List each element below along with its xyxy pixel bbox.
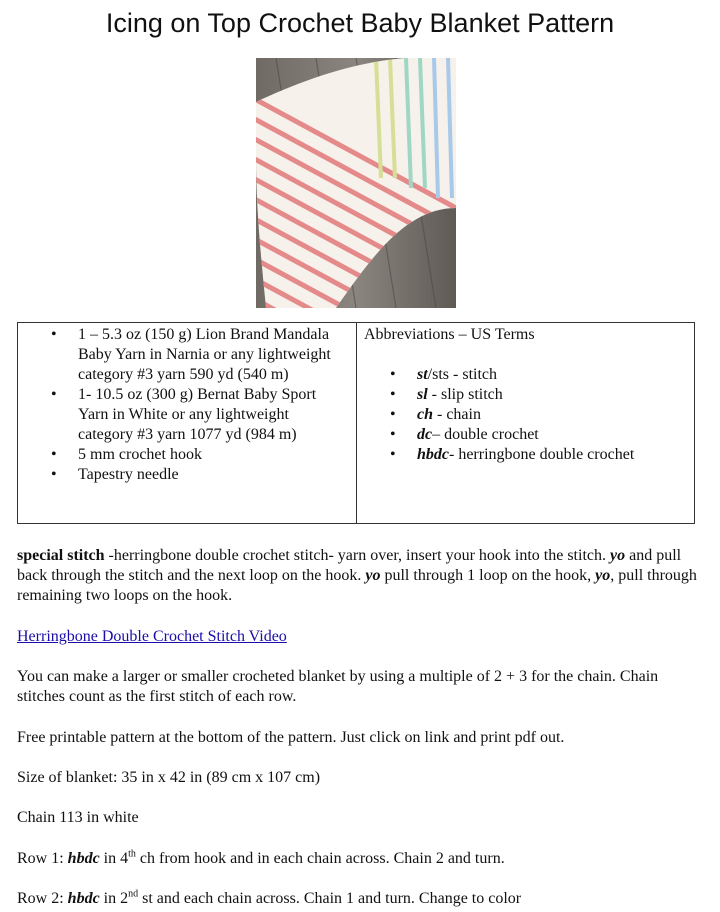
ordinal-suffix: nd [128, 888, 139, 900]
abbreviation-term: dc [417, 426, 433, 443]
row-label: Row 2: [17, 890, 68, 907]
ordinal-suffix: th [128, 848, 136, 860]
materials-item: • 5 mm crochet hook [78, 445, 340, 465]
materials-table [17, 322, 695, 524]
abbreviations-cell [357, 323, 695, 524]
video-link[interactable]: Herringbone Double Crochet Stitch Video [17, 628, 287, 645]
materials-item: • Tapestry needle [78, 465, 340, 485]
abbreviation-item [417, 365, 686, 385]
abbreviation-meaning: /sts - stitch [427, 366, 498, 383]
abbreviation-item [417, 385, 686, 405]
row-label: Row 1: [17, 850, 68, 867]
materials-cell [18, 323, 357, 524]
printable-paragraph: Free printable pattern at the bottom of the pattern. Just click on link and print pdf out. [17, 729, 565, 746]
materials-item: • 1- 10.5 oz (300 g) Bernat Baby Sport Yarn in White or any lightweight category #3 yarn 1077 yd (984 m) [78, 385, 340, 445]
yo-term: yo [365, 567, 381, 584]
abbreviation-meaning: - chain [433, 406, 481, 423]
abbreviation-meaning: - herringbone double crochet [449, 446, 635, 463]
blanket-photo [256, 58, 456, 308]
blanket-size-paragraph: Size of blanket: 35 in x 42 in (89 cm x 107 cm) [17, 769, 321, 786]
abbreviation-item [417, 445, 686, 465]
row-text: ch from hook and in each chain across. Chain 2 and turn. [135, 850, 505, 867]
special-text: , pull through remaining two loops on the hook. [17, 567, 697, 604]
abbreviation-meaning: – double crochet [432, 426, 539, 443]
abbreviation-meaning: - slip stitch [427, 386, 503, 403]
abbreviations-heading: Abbreviations – US Terms [364, 326, 535, 343]
video-link-line [17, 627, 703, 647]
materials-item: • 1 – 5.3 oz (150 g) Lion Brand Mandala Baby Yarn in Narnia or any lightweight category #3 yarn 590 yd (540 m) [78, 325, 340, 385]
abbreviations-list [357, 345, 694, 465]
hbdc-term: hbdc [67, 850, 100, 867]
special-stitch-paragraph [17, 546, 703, 606]
abbreviation-item [417, 425, 686, 445]
materials-list [18, 323, 356, 485]
abbreviation-term: sl [417, 386, 428, 403]
special-text: and pull back through the stitch and the next loop on the hook. [17, 547, 682, 584]
special-text: -herringbone double crochet stitch- yarn over, insert your hook into the stitch. [104, 547, 610, 564]
abbreviation-item [417, 405, 686, 425]
page-title: Icing on Top Crochet Baby Blanket Pattern [105, 8, 615, 38]
special-text: pull through 1 loop on the hook, [380, 567, 596, 584]
abbreviation-term: st [417, 366, 428, 383]
abbreviation-term: hbdc [417, 446, 449, 463]
chain-paragraph: Chain 113 in white [17, 809, 139, 826]
yo-term: yo [610, 547, 626, 564]
yo-term: yo [595, 567, 611, 584]
size-note-paragraph: You can make a larger or smaller crocheted blanket by using a multiple of 2 + 3 for the chain. Chain stitches count as the first stitch of each row. [17, 668, 659, 705]
row-1-paragraph [17, 849, 703, 869]
row-text: in 4 [99, 850, 129, 867]
abbreviation-term: ch [417, 406, 433, 423]
row-text: st and each chain across. Chain 1 and turn. Change to color [138, 890, 522, 907]
row-2-paragraph [17, 889, 703, 909]
hbdc-term: hbdc [67, 890, 100, 907]
row-text: in 2 [99, 890, 129, 907]
special-stitch-label: special stitch [17, 547, 105, 564]
